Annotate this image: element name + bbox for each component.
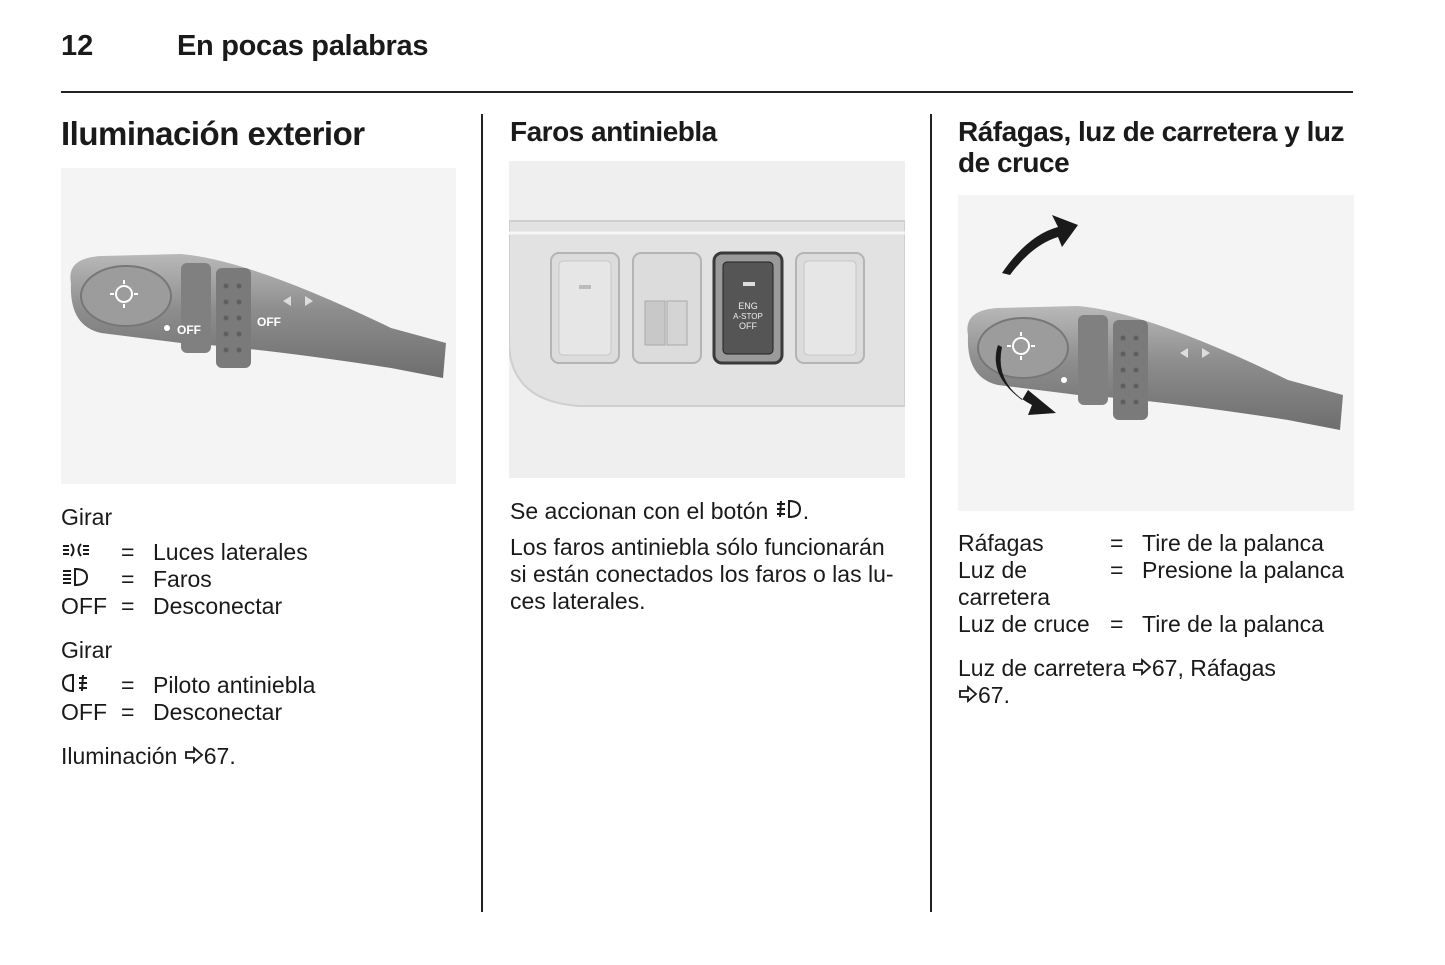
reference-high-beam: Luz de carretera 67, Ráfagas	[958, 655, 1276, 681]
legend-row-headlights: = Faros	[61, 566, 212, 593]
heading-exterior-lighting: Iluminación exterior	[61, 115, 365, 152]
legend-text: Faros	[153, 566, 212, 592]
switch-label-off: OFF	[739, 321, 757, 331]
fog-para-1: Se accionan con el botón .	[510, 498, 810, 524]
page-ref-arrow-icon	[184, 743, 204, 769]
side-light-icon	[61, 539, 121, 566]
section-title: En pocas palabras	[177, 30, 429, 62]
header-rule	[61, 91, 1353, 93]
heading-flash-high-low-beam: Ráfagas, luz de carretera y luz de cruce	[958, 116, 1345, 178]
legend-row-rear-fog: = Piloto antiniebla	[61, 672, 315, 699]
legend-text: Desconectar	[153, 699, 283, 725]
def-row-high-beam-cont: carretera	[958, 584, 1051, 610]
legend-row-off: OFF = Desconectar	[61, 593, 283, 619]
def-row-low-beam: Luz de cruce = Tire de la palanca	[958, 611, 1324, 637]
light-switch-stalk-figure	[61, 168, 456, 484]
heading-fog-lights: Faros antiniebla	[510, 116, 717, 147]
switch-label-eng: ENG	[738, 301, 758, 311]
fog-light-button-figure	[509, 161, 905, 478]
reference-flash	[958, 682, 1010, 709]
rotate-label-2: Girar	[61, 637, 113, 663]
legend-row-side-lights: = Luces laterales	[61, 539, 308, 566]
page-ref-arrow-icon	[1132, 655, 1152, 681]
headlight-icon	[61, 566, 121, 593]
page-number: 12	[61, 30, 94, 62]
front-fog-light-icon	[775, 498, 803, 524]
column-divider-2	[930, 114, 932, 912]
page-ref[interactable]: 67.	[203, 743, 236, 769]
legend-text: Piloto antiniebla	[153, 672, 316, 698]
column-divider-1	[481, 114, 483, 912]
legend-text: Desconectar	[153, 593, 283, 619]
page-ref[interactable]: 67, Ráfagas	[1151, 655, 1276, 681]
switch-label-astop: A-STOP	[733, 312, 763, 321]
push-arrow-icon	[1002, 215, 1078, 275]
rotate-label-1: Girar	[61, 504, 113, 530]
stalk-off-label: OFF	[177, 323, 201, 337]
page-ref-arrow-icon	[958, 682, 978, 708]
rear-fog-light-icon	[61, 672, 121, 699]
page-ref[interactable]: 67.	[978, 682, 1010, 708]
legend-text: Luces laterales	[153, 539, 308, 565]
headlight-flash-stalk-figure	[958, 195, 1354, 511]
stalk-off-label-2: OFF	[257, 315, 281, 329]
def-row-high-beam: Luz de = Presione la palanca	[958, 557, 1345, 583]
legend-row-off-2: OFF = Desconectar	[61, 699, 283, 725]
def-row-flash: Ráfagas = Tire de la palanca	[958, 530, 1324, 556]
reference-lighting: Iluminación 67.	[61, 743, 236, 769]
fog-para-2: Los faros antiniebla sólo funcionarán si están conectados los faros o las lu- ces laterales.	[510, 534, 894, 614]
